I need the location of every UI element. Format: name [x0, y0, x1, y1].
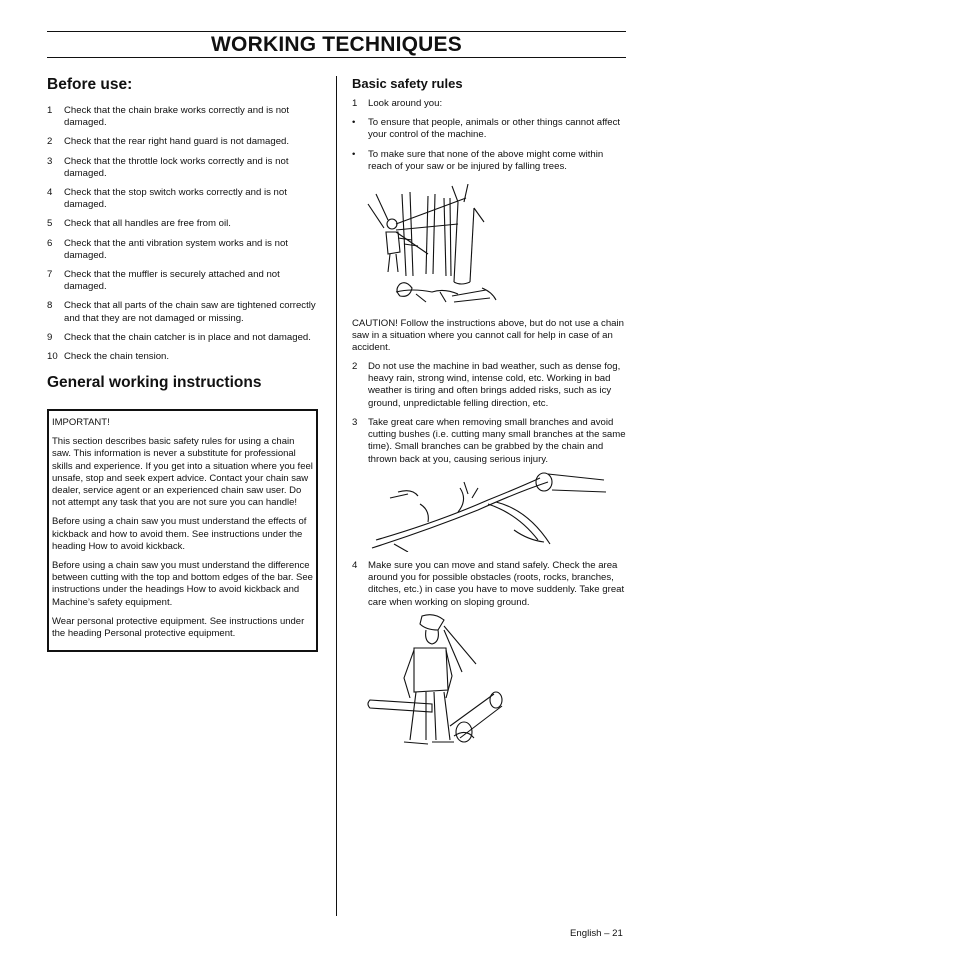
important-box	[47, 409, 318, 652]
item-number: 6	[47, 237, 53, 249]
left-column	[47, 76, 323, 391]
item-text: To make sure that none of the above might come within reach of your saw or be injured by falling trees.	[368, 148, 604, 172]
branches-item	[352, 417, 626, 466]
list-item	[352, 117, 626, 141]
item-text: Check that the stop switch works correctly and is not damaged.	[64, 187, 287, 211]
item-number: 7	[47, 269, 53, 281]
list-item	[47, 136, 323, 148]
page-number: – 21	[604, 928, 623, 939]
item-text: Check that the chain brake works correctly and is not damaged.	[64, 105, 290, 129]
look-around-list	[352, 98, 626, 173]
item-text: Take great care when removing small branches and avoid cutting bushes (i.e. cutting many small branches at the same time). Small branches can be grabbed by the chain and thrown back at you, causing serious injury.	[368, 417, 626, 465]
item-number: 2	[47, 136, 53, 148]
item-number: 9	[47, 331, 53, 343]
item-number: 1	[352, 98, 358, 109]
right-column	[352, 76, 626, 173]
important-paragraph: This section describes basic safety rules for using a chain saw. This information is never a substitute for professional skills and experience. If you get into a situation where you feel unsafe, stop and seek expert advice. Contact your chain saw dealer, service agent or an experienced chain saw user. Do not attempt any task that you are not sure you can handle!	[52, 436, 313, 509]
item-number: 3	[352, 417, 358, 428]
item-text: Check that all handles are free from oil.	[64, 218, 231, 230]
item-text: Check that the chain catcher is in place and not damaged.	[64, 331, 311, 343]
important-paragraph: Before using a chain saw you must understand the effects of kickback and how to avoid them. See instructions under the heading How to avoid kickback.	[52, 516, 307, 552]
list-item	[47, 300, 323, 324]
footer-language: English	[570, 928, 602, 939]
item-number: 1	[47, 105, 53, 116]
item-text: Check that the muffler is securely attached and not damaged.	[64, 269, 280, 293]
list-item	[47, 156, 323, 180]
item-text: Make sure you can move and stand safely. Check the area around you for possible obstacles (roots, rocks, branches, ditches, etc.) in case you have to move suddenly. Take great care when working on sloping ground.	[368, 560, 625, 608]
item-number: 4	[47, 187, 53, 199]
list-item	[352, 361, 626, 410]
column-divider	[336, 76, 337, 916]
item-number: 2	[352, 361, 358, 372]
footing-item	[352, 560, 626, 609]
forest-felling-illustration	[366, 184, 506, 310]
item-text: Do not use the machine in bad weather, such as dense fog, heavy rain, strong wind, intense cold, etc. Working in bad weather is tiring and often brings added risks, such as icy ground, unpredictable felling direction, etc.	[368, 361, 621, 409]
item-number: 4	[352, 560, 358, 571]
item-text: Look around you:	[368, 98, 443, 109]
title-rule-bottom	[47, 57, 626, 58]
item-text: Check the chain tension.	[64, 351, 170, 363]
caution-paragraph: CAUTION! Follow the instructions above, but do not use a chain saw in a situation where you cannot call for help in case of an accident.	[352, 318, 624, 354]
important-label: IMPORTANT!	[52, 417, 110, 428]
title-rule-top	[47, 31, 626, 32]
list-item	[47, 105, 323, 129]
list-item	[47, 218, 323, 230]
item-number: 5	[47, 218, 53, 230]
page-title: WORKING TECHNIQUES	[211, 33, 462, 56]
important-paragraph: Before using a chain saw you must understand the difference between cutting with the top and bottom edges of the bar. See instructions under the headings How to avoid kickback and Machine’s safety equipment.	[52, 560, 313, 608]
before-use-list	[47, 105, 323, 363]
item-text: Check that the anti vibration system works and is not damaged.	[64, 237, 288, 261]
important-paragraph: Wear personal protective equipment. See instructions under the heading Personal protective equipment.	[52, 615, 305, 640]
list-item	[47, 351, 323, 363]
list-item	[352, 560, 626, 609]
list-item	[352, 98, 626, 110]
general-working-heading: General working instructions	[47, 374, 262, 391]
page-footer	[570, 928, 623, 939]
weather-item	[352, 361, 626, 410]
list-item	[47, 332, 323, 344]
before-use-heading: Before use:	[47, 76, 133, 93]
item-text: To ensure that people, animals or other things cannot affect your control of the machine.	[368, 117, 621, 141]
list-item	[47, 269, 323, 293]
item-number: 3	[47, 155, 53, 167]
operator-with-saw-illustration	[366, 612, 510, 748]
branch-tension-illustration	[368, 470, 612, 552]
item-number: 8	[47, 300, 53, 312]
basic-safety-heading: Basic safety rules	[352, 76, 463, 91]
item-number: 10	[47, 351, 58, 363]
list-item	[47, 187, 323, 211]
item-text: Check that the rear right hand guard is not damaged.	[64, 136, 290, 148]
bullet-mark: •	[352, 117, 356, 129]
bullet-mark: •	[352, 148, 356, 160]
list-item	[352, 149, 626, 173]
item-text: Check that all parts of the chain saw are tightened correctly and that they are not damaged or missing.	[64, 300, 316, 324]
list-item	[47, 238, 323, 262]
item-text: Check that the throttle lock works correctly and is not damaged.	[64, 155, 289, 179]
list-item	[352, 417, 626, 466]
